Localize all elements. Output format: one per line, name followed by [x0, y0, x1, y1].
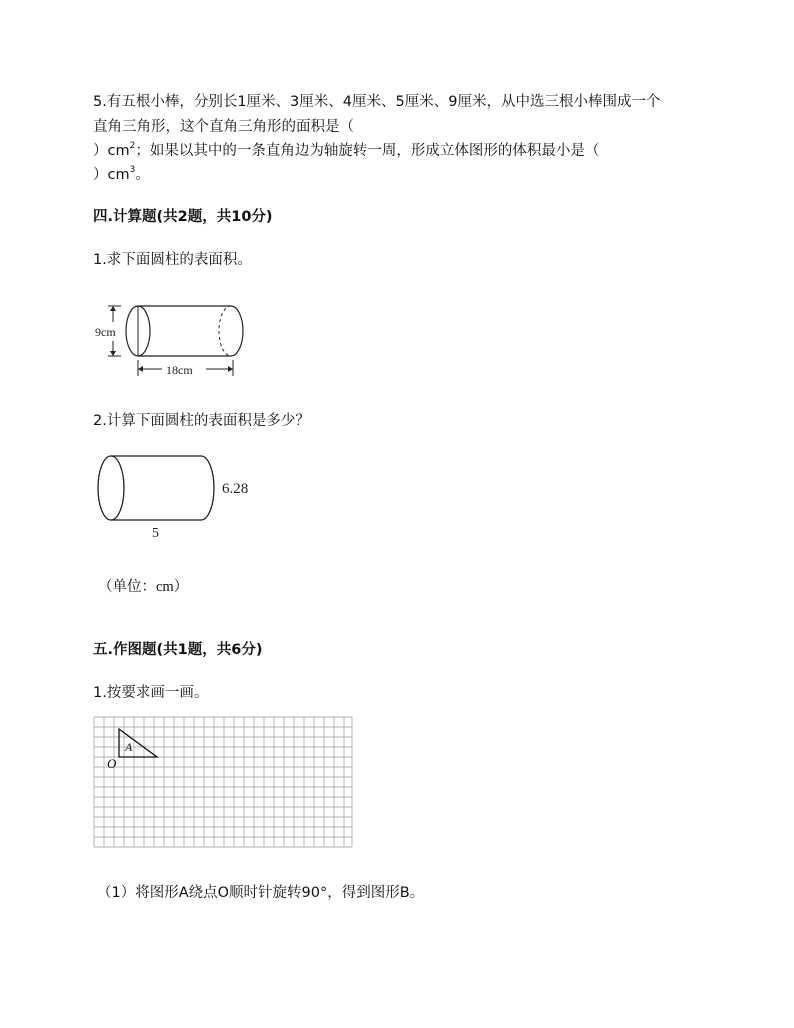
- circumference-label: 6.28: [222, 481, 249, 497]
- q5-line4-a: ）cm: [93, 167, 130, 183]
- s4-q1-text: 1.求下面圆柱的表面积。: [93, 252, 252, 268]
- point-o-label: O: [107, 756, 117, 771]
- cylinder-figure-2: [92, 448, 262, 548]
- q5-line3-b: ；如果以其中的一条直角边为轴旋转一周，形成立体图形的体积最小是（: [135, 143, 600, 159]
- length-label: 18cm: [166, 363, 193, 377]
- grid-lines: [94, 717, 352, 847]
- q5-line3: [93, 141, 599, 161]
- s5-q1-sub1: （1）将图形A绕点O顺时针旋转90°，得到图形B。: [97, 885, 425, 901]
- grid-figure: [93, 716, 355, 850]
- q5-line3-a: ）cm: [93, 143, 130, 159]
- q5-line4-b: 。: [135, 167, 150, 183]
- height-label: 9cm: [95, 325, 116, 339]
- length-label-2: 5: [152, 526, 159, 541]
- shape-a-label: A: [125, 740, 133, 754]
- q5-line3-sup: 2: [129, 141, 136, 152]
- cylinder-figure-1: [90, 294, 260, 384]
- section4-title: 四.计算题(共2题，共10分): [93, 209, 273, 225]
- section5-title: 五.作图题(共1题，共6分): [93, 642, 263, 658]
- q5-line2: 直角三角形，这个直角三角形的面积是（: [93, 119, 354, 135]
- q5-line4: [93, 165, 150, 185]
- s4-q2-unit: （单位：cm）: [98, 579, 189, 595]
- s5-q1-text: 1.按要求画一画。: [93, 685, 209, 701]
- s4-q2-text: 2.计算下面圆柱的表面积是多少？: [93, 413, 310, 429]
- q5-line4-sup: 3: [129, 165, 136, 176]
- q5-line1: 5.有五根小棒，分别长1厘米、3厘米、4厘米、5厘米、9厘米，从中选三根小棒围成一个: [93, 94, 661, 110]
